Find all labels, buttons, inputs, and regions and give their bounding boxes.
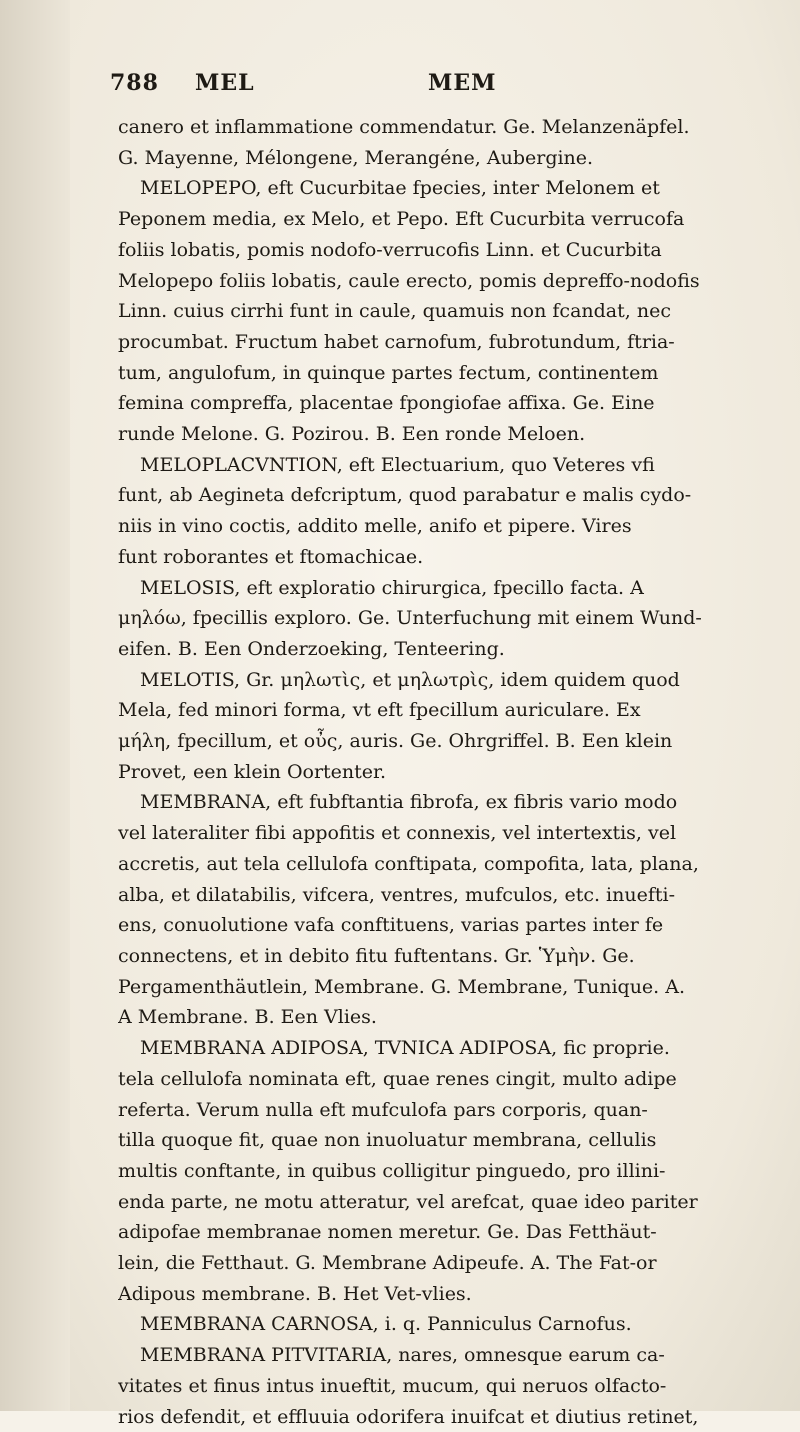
page-edge-shadow [0,0,70,1411]
entry-line: MELOSIS, eft exploratio chirurgica, fpecillo facta. A [140,576,644,599]
entry-line: MEMBRANA PITVITARIA, nares, omnesque earum ca- [140,1344,665,1367]
text-line: Adipous membrane. B. Het Vet-vlies. [118,1282,472,1305]
text-line: ens, conuolutione vafa conftituens, varias partes inter fe [118,914,664,937]
text-line: vitates et finus intus inueftit, mucum, qui neruos olfacto- [118,1374,667,1397]
entry-line: MEMBRANA CARNOSA, i. q. Panniculus Carnofus. [140,1313,632,1336]
text-line: Peponem media, ex Melo, et Pepo. Eft Cucurbita verrucofa [118,208,685,231]
header-right-word: MEM [428,70,497,96]
text-line: funt, ab Aegineta defcriptum, quod parabatur e malis cydo- [118,484,692,507]
text-line: Linn. cuius cirrhi funt in caule, quamuis non fcandat, nec [118,300,671,323]
text-line: runde Melone. G. Pozirou. B. Een ronde Meloen. [118,423,586,446]
text-line: A Membrane. B. Een Vlies. [118,1006,377,1029]
entry-line: MELOTIS, Gr. μηλωτὶς, et μηλωτρὶς, idem quidem quod [140,668,680,691]
text-line: tum, angulofum, in quinque partes fectum, continentem [118,361,659,384]
entry-line: MEMBRANA, eft fubftantia fibrofa, ex fibris vario modo [140,791,678,814]
text-line: alba, et dilatabilis, vifcera, ventres, mufculos, etc. inuefti- [118,883,676,906]
entry-line: MELOPLACVNTION, eft Electuarium, quo Veteres vfi [140,453,655,476]
text-line: lein, die Fetthaut. G. Membrane Adipeufe. A. The Fat-or [118,1252,657,1275]
running-header [110,70,630,104]
text-line: procumbat. Fructum habet carnofum, fubrotundum, ftria- [118,330,675,353]
text-line: Provet, een klein Oortenter. [118,760,387,783]
text-line: referta. Verum nulla eft mufculofa pars corporis, quan- [118,1098,648,1121]
text-line: tilla quoque fit, quae non inuoluatur membrana, cellulis [118,1129,657,1152]
page-number: 788 [110,70,159,96]
text-line: foliis lobatis, pomis nodofo-verrucofis Linn. et Cucurbita [118,238,662,261]
text-line: niis in vino coctis, addito melle, anifo et pipere. Vires [118,515,632,538]
text-line: vel lateraliter fibi appofitis et connexis, vel intertextis, vel [118,822,677,845]
text-line: Pergamenthäutlein, Membrane. G. Membrane, Tunique. A. [118,975,686,998]
text-line: μηλόω, fpecillis exploro. Ge. Unterfuchung mit einem Wund- [118,607,702,630]
text-line: tela cellulofa nominata eft, quae renes cingit, multo adipe [118,1067,677,1090]
text-line: G. Mayenne, Mélongene, Merangéne, Aubergine. [118,146,594,169]
text-line: Mela, fed minori forma, vt eft fpecillum auriculare. Ex [118,699,641,722]
text-line: connectens, et in debito fitu fuftentans. Gr. Ὑμὴν. Ge. [118,944,635,967]
text-line: μήλη, fpecillum, et οὖς, auris. Ge. Ohrgriffel. B. Een klein [118,730,673,753]
header-left-word: MEL [195,70,255,96]
text-line: accretis, aut tela cellulofa conftipata, compofita, lata, plana, [118,852,699,875]
text-line: funt roborantes et ftomachicae. [118,545,424,568]
text-line: multis conftante, in quibus colligitur pinguedo, pro illini- [118,1159,666,1182]
text-line: canero et inflammatione commendatur. Ge. Melanzenäpfel. [118,116,690,138]
text-line: rios defendit, et effluuia odorifera inuifcat et diutius retinet, [118,1405,699,1428]
entry-line: MEMBRANA ADIPOSA, TVNICA ADIPOSA, fic proprie. [140,1037,670,1060]
text-line: Melopepo foliis lobatis, caule erecto, pomis depreffo-nodofis [118,269,700,292]
text-line: enda parte, ne motu atteratur, vel arefcat, quae ideo pariter [118,1190,698,1213]
text-line: adipofae membranae nomen meretur. Ge. Das Fetthäut- [118,1221,657,1244]
text-line: eifen. B. Een Onderzoeking, Tenteering. [118,637,505,660]
entry-line: MELOPEPO, eft Cucurbitae fpecies, inter Melonem et [140,177,660,200]
dictionary-text [118,112,746,1432]
text-line: femina compreffa, placentae fpongiofae affixa. Ge. Eine [118,392,655,415]
